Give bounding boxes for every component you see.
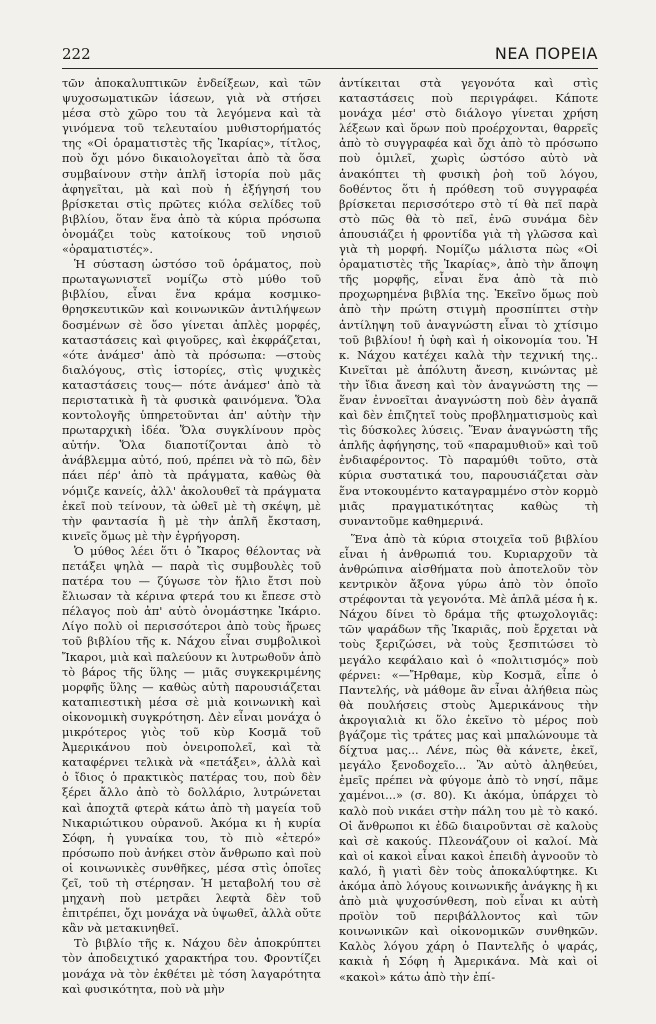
paragraph: Ὁ μύθος λέει ὅτι ὁ Ἴκαρος θέλοντας νὰ πετάξει ψηλὰ — παρὰ τὶς συμβουλὲς τοῦ πατέρα του — ζύγωσε τὸν ἥλιο ἔτσι ποὺ ἔλιωσαν τὰ κέρινα φτερά του κι ἔπεσε στὸ πέλαγος ποὺ ἀπ' αὐτὸ ὀνομάστηκε Ἰκάριο. Λίγο πολὺ οἱ περισσότεροι ἀπὸ τοὺς ἥρωες τοῦ βιβλίου τῆς κ. Νάχου εἶναι συμβολικοὶ Ἴκαροι, μιὰ καὶ παλεύουν κι λυτρωθοῦν ἀπὸ τὸ βάρος τῆς ὕλης — μιᾶς συγκεκριμένης μορφῆς ὕλης — καθὼς αὐτὴ παρουσιάζεται καταπιεστικὴ μέσα σὲ μιὰ κοινωνικὴ καὶ οἰκονομικὴ συγκρότηση. Δὲν εἶναι μονάχα ὁ μικρότερος γιὸς τοῦ κὺρ Κοσμᾶ τοῦ Ἀμερικάνου ποὺ ὀνειροπολεῖ, καὶ τὰ καταφέρνει τελικὰ νὰ «πετάξει», ἀλλὰ καὶ ὁ ἴδιος ὁ πρακτικὸς πατέρας του, ποὺ δὲν ξέρει ἄλλο ἀπὸ τὸ δολλάριο, λυτρώνεται καὶ ἀποχτᾶ φτερὰ κάτω ἀπὸ τὴ μαγεία τοῦ Νικαριώτικου οὐρανοῦ. Ἀκόμα κι ἡ κυρία Σόφη, ἡ γυναίκα του, τὸ πιὸ «ἐτερό» πρόσωπο ποὺ ἀνήκει στὸν ἄνθρωπο καὶ ποὺ οἱ κοινωνικὲς συνθῆκες, μέσα στὶς ὁποῖες ζεῖ, τοῦ τὴ στέρησαν. Ἡ μεταβολή του σὲ μηχανὴ ποὺ μετρᾶει λεφτὰ δὲν τοῦ ἐπιτρέπει, ὄχι μονάχα νὰ ὑψωθεῖ, ἀλλὰ οὔτε κἂν νὰ μετακινηθεῖ. xyxy=(62,543,321,936)
text-columns xyxy=(62,76,598,1012)
right-column xyxy=(339,76,598,1012)
paragraph: Τὸ βιβλίο τῆς κ. Νάχου δὲν ἀποκρύπτει τὸν ἀποδειχτικό χαρακτήρα του. Φροντίζει μονάχα νὰ τὸν ἐκθέτει μὲ τόση λαγαρότητα καὶ φυσικότητα, ποὺ νὰ μὴν xyxy=(62,936,321,996)
paragraph: Ἕνα ἀπὸ τὰ κύρια στοιχεῖα τοῦ βιβλίου εἶναι ἡ ἀνθρωπιά του. Κυριαρχοῦν τὰ ἀνθρώπινα αἰσθήματα ποὺ ἀποτελοῦν τὸν κεντρικὸν ἄξονα γύρω ἀπὸ τὸν ὁποῖο στρέφονται τὰ γεγονότα. Μὲ ἁπλᾶ μέσα ἡ κ. Νάχου δίνει τὸ δράμα τῆς φτωχολογιᾶς: τῶν ψαράδων τῆς Ἰκαριᾶς, ποὺ ἔρχεται νὰ τοὺς ξεριζώσει, νὰ τοὺς ξεσπιτώσει τὸ μεγάλο κεφάλαιο καὶ ὁ «πολιτισμός» ποὺ φέρνει: «—Ἤρθαμε, κὺρ Κοσμᾶ, εἶπε ὁ Παντελής, νὰ μάθομε ἂν εἶναι ἀλήθεια πὼς θὰ πουλήσεις στοὺς Ἀμερικάνους τὴν ἀκρογιαλιὰ κι ὅλο ἐκεῖνο τὸ μέρος ποὺ βγάζομε τὶς τράτες μας καὶ μπαλώνουμε τὰ δίχτυα μας... Λένε, πὼς θὰ κάνετε, ἐκεῖ, μεγάλο ξενοδοχεῖο... Ἂν αὐτὸ ἀληθεύει, ἐμεῖς πρέπει νὰ φύγομε ἀπὸ τὸ νησί, πᾶμε χαμένοι...» (σ. 80). Κι ἀκόμα, ὑπάρχει τὸ καλὸ ποὺ νικάει στὴν πάλη του μὲ τὸ κακό. Οἱ ἄνθρωποι κι ἐδῶ διαιροῦνται σὲ καλοὺς καὶ σὲ κακούς. Πλεονάζουν οἱ καλοί. Μὰ καὶ οἱ κακοὶ εἶναι κακοὶ ἐπειδὴ ἀγνοοῦν τὸ καλό, ἢ γιατὶ δὲν τοὺς ἀποκαλύφτηκε. Κι ἀκόμα ἀπὸ λόγους κοινωνικῆς ἀνάγκης ἢ κι ἀπὸ μιὰ ψυχοσύνθεση, ποὺ εἶναι κι αὐτὴ προϊὸν τοῦ περιβάλλοντος καὶ τῶν κοινωνικῶν καὶ οἰκονομικῶν συνθηκῶν. Καλὸς λόγου χάρη ὁ Παντελῆς ὁ ψαράς, κακιὰ ἡ Σόφη ἡ Ἀμερικάνα. Μὰ καὶ οἱ «κακοὶ» κάτω ἀπὸ τὴν ἐπί- xyxy=(339,531,598,984)
left-column xyxy=(62,76,321,1012)
paragraph: ἀντίκειται στὰ γεγονότα καὶ στὶς καταστάσεις ποὺ περιγράφει. Κάποτε μονάχα μέσ' στὸ διάλογο γίνεται χρήση λέξεων καὶ ὅρων ποὺ προέρχονται, θαρρεῖς ἀπὸ τὸ συγγραφέα καὶ ὄχι ἀπὸ τὸ πρόσωπο ποὺ ὁμιλεῖ, χωρὶς ὡστόσο αὐτὸ νὰ ἀνακόπτει τὴ φυσικὴ ῥοὴ τοῦ λόγου, δοθέντος ὅτι ἡ πρόθεση τοῦ συγγραφέα βρίσκεται περισσότερο στὸ τί θὰ πεῖ παρὰ στὸ πῶς θὰ τὸ πεῖ, ἐνῶ συνάμα δὲν ἀπουσιάζει ἡ φροντίδα γιὰ τὴ γλῶσσα καὶ γιὰ τὴ μορφή. Νομίζω μάλιστα πὼς «Οἱ ὁραματιστὲς τῆς Ἰκαρίας», ἀπὸ τὴν ἄποψη τῆς μορφῆς, εἶναι ἕνα ἀπὸ τὰ πιὸ προχωρημένα βιβλία της. Ἐκεῖνο ὅμως ποὺ ἀπὸ τὴν πρώτη στιγμὴ προσπίπτει στὴν ἀντίληψη τοῦ ἀναγνώστη εἶναι τὸ χτίσιμο τοῦ βιβλίου! ἡ ὑφὴ καὶ ἡ οἰκονομία του. Ἡ κ. Νάχου κατέχει καλὰ τὴν τεχνική της.. Κινεῖται μὲ ἀπόλυτη ἄνεση, κινώντας μὲ τὴν ἴδια ἄνεση καὶ τὸν ἀναγνώστη της — ἕναν ἐννοεῖται ἀναγνώστη ποὺ δὲν ἀγαπᾶ καὶ δὲν ἐπιζητεῖ τοὺς προβληματισμοὺς καὶ τὶς δύσκολες λύσεις. Ἕναν ἀναγνώστη τῆς ἁπλῆς ἀφήγησης, τοῦ «παραμυθιοῦ» καὶ τοῦ ἐνδιαφέροντος. Τὸ παραμύθι τοῦτο, στὰ κύρια συστατικά του, παρουσιάζεται σὰν ἕνα ντοκουμέντο καταγραμμένο στὸν κορμὸ μιᾶς πραγματικότητας καθὼς τὴ συναντοῦμε καθημερινά. xyxy=(339,76,598,528)
paragraph: τῶν ἀποκαλυπτικῶν ἐνδείξεων, καὶ τῶν ψυχοσωματικῶν ἰάσεων, γιὰ νὰ στήσει μέσα στὸ χῶρο του τὰ λεγόμενα καὶ τὰ γινόμενα τοῦ τελευταίου μυθιστορήματός της «Οἱ ὁραματιστὲς τῆς Ἰκαρίας», τίτλος, ποὺ ὄχι μόνο δικαιολογεῖται ἀπὸ τὰ ὅσα συμβαίνουν στὴν ἁπλῆ ἱστορία ποὺ μᾶς ἀφηγεῖται, μὰ καὶ ποὺ ἡ ἐξήγησή του βρίσκεται στὶς πρῶτες κιόλα σελίδες τοῦ βιβλίου, ὅταν ἕνα ἀπὸ τὰ κύρια πρόσωπα ὀνομάζει τοὺς κατοίκους τοῦ νησιοῦ «ὁραματιστές». xyxy=(62,76,321,257)
header-rule xyxy=(62,68,598,69)
page-header xyxy=(62,44,598,66)
paragraph: Ἡ σύσταση ὡστόσο τοῦ ὁράματος, ποὺ πρωταγωνιστεῖ νομίζω στὸ μύθο τοῦ βιβλίου, εἶναι ἕνα κράμα κοσμικο-θρησκευτικῶν καὶ κοινωνικῶν ἀντιλήψεων δοσμένων σὲ ὅσο γίνεται ἁπλὲς μορφές, καταστάσεις καὶ φιγοῦρες, καὶ ἐκφράζεται, «ότε ἀνάμεσ' ἀπὸ τὰ πρόσωπα: —στοὺς διαλόγους, στὶς ἱστορίες, στὶς ψυχικὲς καταστάσεις τους— πότε ἀνάμεσ' ἀπὸ τὰ περιστατικὰ ἢ τὰ φυσικὰ φαινόμενα. Ὅλα κοντολογῆς ὑπηρετοῦνται ἀπ' αὐτὴν τὴν πρωταρχικὴ ἰδέα. Ὅλα συγκλίνουν πρὸς αὐτήν. Ὅλα διαποτίζονται ἀπὸ τὸ ἀνάβλεμμα αὐτό, πού, πρέπει νὰ τὸ πῶ, δὲν πάει πέρ' ἀπὸ τὰ πράγματα, καθὼς θὰ νόμιζε κανείς, ἀλλ' ἀκολουθεῖ τὰ πράγματα ἐκεῖ ποὺ τείνουν, τὰ ὠθεῖ μὲ τὴ σκέψη, μὲ τὴν φαντασία ἢ μὲ τὴν ἁπλῆ ἔκσταση, κινεῖς ὅμως μὲ τὴν ἐγρήγορση. xyxy=(62,257,321,543)
page-number: 222 xyxy=(62,45,91,63)
running-title: ΝΕΑ ΠΟΡΕΙΑ xyxy=(494,44,598,63)
